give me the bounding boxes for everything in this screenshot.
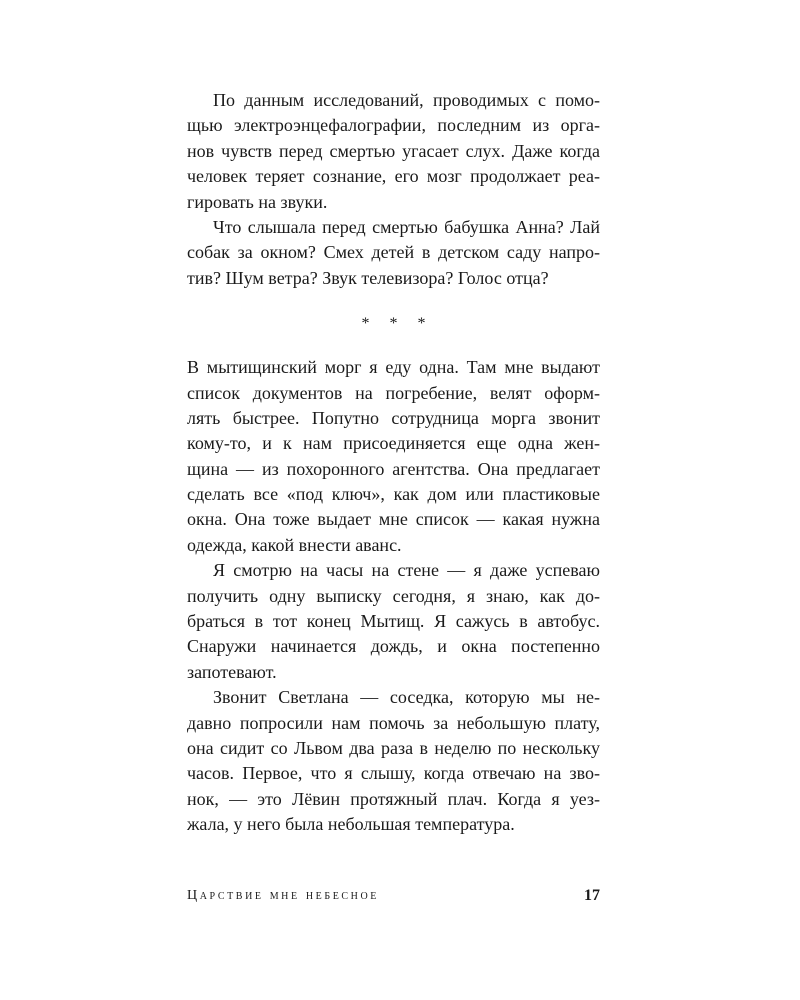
text-line: давно попросили нам помочь за небольшую плату, bbox=[187, 712, 600, 733]
paragraph-2 bbox=[187, 215, 600, 291]
text-line: собак за окном? Смех детей в детском саду напро- bbox=[187, 242, 600, 263]
page-footer bbox=[187, 884, 600, 908]
text-line: она сидит со Львом два раза в неделю по нескольку bbox=[187, 737, 600, 758]
paragraph-5 bbox=[187, 685, 600, 837]
text-line: тив? Шум ветра? Звук телевизора? Голос отца? bbox=[187, 267, 549, 288]
page-number: 17 bbox=[584, 887, 600, 904]
text-line: лять быстрее. Попутно сотрудница морга звонит bbox=[187, 407, 600, 428]
text-line: сделать все «под ключ», как дом или пластиковые bbox=[187, 484, 600, 505]
text-line: гировать на звуки. bbox=[187, 191, 328, 212]
text-line: список документов на погребение, велят оформ- bbox=[187, 382, 600, 403]
text-line: щина — из похоронного агентства. Она предлагает bbox=[187, 458, 600, 479]
text-line: Снаружи начинается дождь, и окна постепенно bbox=[187, 636, 600, 657]
paragraph-3 bbox=[187, 355, 600, 558]
text-line: одежда, какой внести аванс. bbox=[187, 534, 402, 555]
text-line: запотевают. bbox=[187, 661, 277, 682]
text-line: Что слышала перед смертью бабушка Анна? Лай bbox=[213, 216, 600, 237]
text-line: В мытищинский морг я еду одна. Там мне выдают bbox=[187, 357, 600, 378]
text-line: окна. Она тоже выдает мне список — какая нужна bbox=[187, 509, 600, 530]
text-line: нок, — это Лёвин протяжный плач. Когда я уез- bbox=[187, 788, 600, 809]
text-line: часов. Первое, что я слышу, когда отвечаю на зво- bbox=[187, 763, 600, 784]
section-separator: * * * bbox=[361, 315, 434, 333]
paragraph-4 bbox=[187, 558, 600, 685]
text-line: Я смотрю на часы на стене — я даже успеваю bbox=[213, 560, 600, 581]
page-body bbox=[187, 88, 600, 838]
text-line: По данным исследований, проводимых с помо- bbox=[213, 90, 600, 110]
text-line: получить одну выписку сегодня, я знаю, как до- bbox=[187, 585, 600, 606]
text-line: нов чувств перед смертью угасает слух. Даже когда bbox=[187, 140, 600, 161]
text-line: кому-то, и к нам присоединяется еще одна жен- bbox=[187, 433, 600, 454]
text-line: браться в тот конец Мытищ. Я сажусь в автобус. bbox=[187, 611, 600, 632]
running-head: Царствие мне небесное bbox=[187, 888, 380, 903]
text-line: Звонит Светлана — соседка, которую мы не- bbox=[213, 687, 600, 708]
paragraph-1 bbox=[187, 88, 600, 215]
text-line: жала, у него была небольшая температура. bbox=[187, 814, 515, 835]
text-line: щью электроэнцефалографии, последним из орга- bbox=[187, 115, 600, 136]
text-line: человек теряет сознание, его мозг продолжает реа- bbox=[187, 166, 600, 187]
